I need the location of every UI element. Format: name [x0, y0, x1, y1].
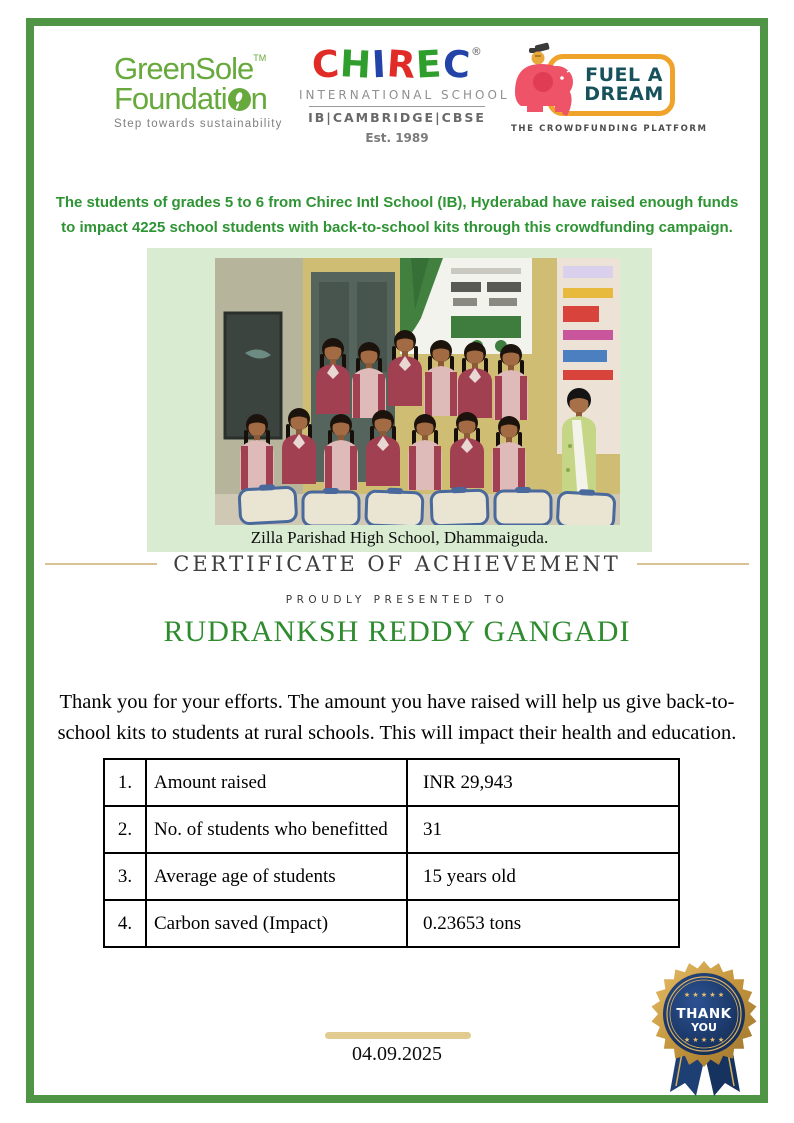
row-number: 1. [104, 759, 146, 806]
row-label: No. of students who benefitted [146, 806, 407, 853]
chirec-letter: E [415, 42, 444, 87]
fuel-a-dream-tagline: THE CROWDFUNDING PLATFORM [511, 124, 708, 134]
impact-table-body [104, 759, 679, 947]
photo-caption: Zilla Parishad High School, Dhammaiguda. [250, 528, 549, 547]
row-value: 15 years old [407, 853, 679, 900]
badge-stars-bottom: ★ ★ ★ ★ ★ [683, 1036, 725, 1044]
thank-you-badge [646, 960, 764, 1098]
trademark-symbol: TM [253, 53, 267, 63]
row-number: 4. [104, 900, 146, 947]
row-value: 0.23653 tons [407, 900, 679, 947]
chirec-established: Est. 1989 [365, 131, 429, 145]
certificate-title: CERTIFICATE OF ACHIEVEMENT [173, 552, 621, 576]
row-label: Average age of students [146, 853, 407, 900]
badge-stars-top: ★ ★ ★ ★ ★ [683, 991, 725, 999]
elephant-piggybank-icon [505, 42, 583, 126]
photo-frame [147, 248, 652, 552]
date-text: 04.09.2025 [352, 1043, 442, 1065]
chirec-letter: R [385, 42, 418, 87]
greensole-wordmark: GreenSole™ [114, 51, 267, 86]
greensole-logo [114, 51, 292, 130]
recipient-name: RUDRANKSH REDDY GANGADI [163, 615, 631, 648]
row-label: Carbon saved (Impact) [146, 900, 407, 947]
table-row [104, 759, 679, 806]
date-rule [325, 1032, 471, 1039]
chirec-letter: C [441, 42, 473, 87]
chirec-letter: C [310, 42, 342, 87]
chirec-letters [312, 43, 471, 86]
row-number: 2. [104, 806, 146, 853]
intro-paragraph: The students of grades 5 to 6 from Chirec Intl School (IB), Hyderabad have raised enough funds to impact 4225 school students with back-to-school kits through this crowdfunding campaign. [55, 194, 739, 236]
table-row [104, 900, 679, 947]
chirec-letter: H [339, 42, 374, 87]
impact-table [103, 758, 680, 948]
table-row [104, 806, 679, 853]
row-number: 3. [104, 853, 146, 900]
badge-line1: THANK [676, 1006, 732, 1022]
greensole-tagline: Step towards sustainability [114, 117, 283, 130]
thank-you-message: Thank you for your efforts. The amount you have raised will help us give back-to-school kits to students at rural schools. This will impact their health and education. [57, 690, 737, 745]
title-rule-left [45, 563, 157, 565]
chirec-letter: I [371, 42, 389, 87]
badge-line2: YOU [691, 1021, 717, 1034]
presented-to-label: PROUDLY PRESENTED TO [285, 594, 509, 606]
table-row [104, 853, 679, 900]
certificate-title-row [0, 552, 794, 576]
chirec-subtitle: INTERNATIONAL SCHOOL [299, 88, 510, 102]
fuel-a-dream-line1: FUEL A [585, 63, 663, 86]
chirec-divider [309, 106, 485, 107]
title-rule-right [637, 563, 749, 565]
greensole-line2: Foundati n [114, 81, 267, 117]
registered-symbol: ® [470, 45, 482, 58]
chirec-logo [299, 42, 510, 145]
fuel-a-dream-line2: DREAM [584, 83, 664, 105]
greensole-shoe-icon [228, 88, 251, 111]
row-label: Amount raised [146, 759, 407, 806]
row-value: 31 [407, 806, 679, 853]
chirec-boards: IB|CAMBRIDGE|CBSE [308, 110, 486, 125]
row-value: INR 29,943 [407, 759, 679, 806]
school-group-photo [215, 258, 620, 525]
